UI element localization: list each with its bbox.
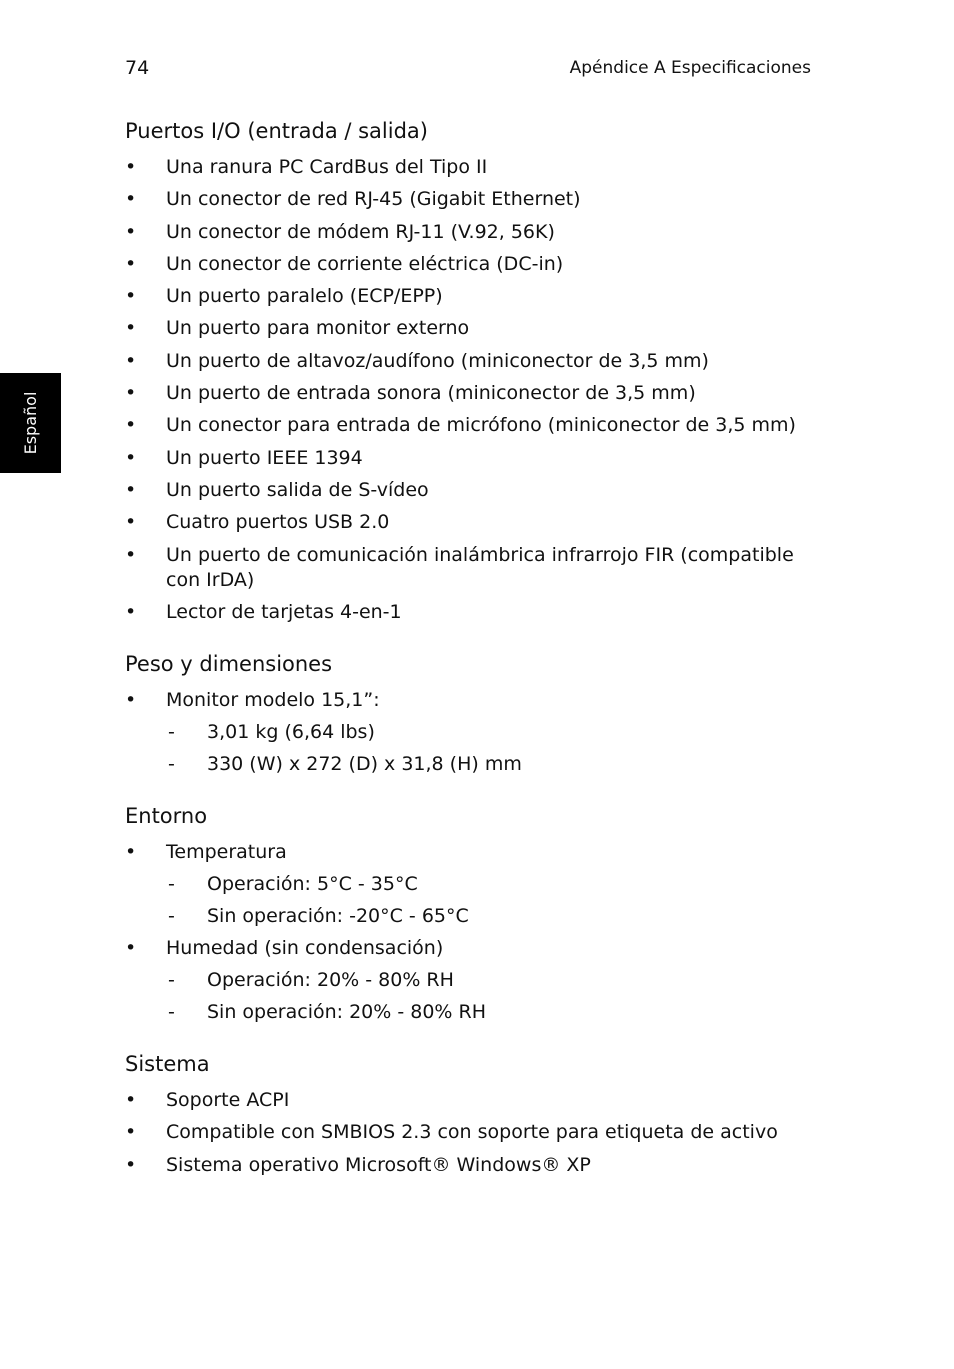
list-item-text: Soporte ACPI [166,1089,290,1112]
sublist-item [166,968,825,993]
dash-icon: - [168,752,175,775]
section-title: Puertos I/O (entrada / salida) [125,119,428,143]
dash-sublist [166,872,825,929]
bullet-icon: • [125,156,137,178]
page-header [125,56,811,82]
dash-icon: - [168,720,175,743]
bullet-icon: • [125,1089,137,1112]
list-item-text: Un conector de módem RJ-11 (V.92, 56K) [166,220,555,243]
section-weight-dimensions [125,650,825,777]
bullet-icon: • [125,414,137,437]
page-number: 74 [125,57,150,79]
list-item-text: Sistema operativo Microsoft® Windows® XP [166,1153,591,1176]
list-item-text: Un puerto de altavoz/audífono (miniconector de 3,5 mm) [166,349,709,372]
list-item [125,1088,825,1113]
section-system [125,1050,825,1178]
list-item [125,600,825,625]
sublist-item [166,904,825,929]
list-item-text: Un puerto IEEE 1394 [166,446,363,469]
bullet-icon: • [125,511,137,534]
list-item [125,1120,825,1145]
list-item [125,316,825,341]
list-item [125,1153,825,1178]
bullet-icon: • [125,446,137,469]
bullet-icon: • [125,840,137,863]
list-item [125,155,825,180]
language-side-tab [0,373,61,473]
running-title: Apéndice A Especificaciones [569,58,811,78]
list-item [125,688,825,777]
bullet-list [125,840,825,1025]
list-item-text: Un conector de corriente eléctrica (DC-in) [166,252,564,275]
bullet-list [125,155,825,625]
sublist-item-text: Operación: 20% - 80% RH [207,969,454,992]
list-item [125,220,825,245]
bullet-icon: • [125,220,137,243]
list-item-text: Monitor modelo 15,1”: [166,688,380,711]
list-item [125,543,825,593]
list-item-text: Compatible con SMBIOS 2.3 con soporte para etiqueta de activo [166,1121,778,1144]
bullet-icon: • [125,317,137,340]
bullet-icon: • [125,1121,137,1144]
sublist-item-text: Sin operación: 20% - 80% RH [207,1001,487,1024]
bullet-icon: • [125,188,137,211]
list-item [125,187,825,212]
bullet-icon: • [125,688,137,711]
list-item [125,284,825,309]
bullet-icon: • [125,1153,137,1176]
bullet-icon: • [125,285,137,308]
bullet-icon: • [125,600,137,623]
list-item-text: Un puerto paralelo (ECP/EPP) [166,285,443,308]
list-item [125,349,825,374]
list-item [125,381,825,406]
dash-icon: - [168,872,175,895]
bullet-icon: • [125,349,137,372]
list-item [125,413,825,438]
side-tab-label: Español [21,391,40,455]
list-item-text: Cuatro puertos USB 2.0 [166,511,390,534]
list-item-text: Humedad (sin condensación) [166,937,444,960]
sublist-item [166,752,825,777]
list-item-text: Un conector de red RJ-45 (Gigabit Ethernet) [166,188,581,211]
list-item [125,478,825,503]
dash-icon: - [168,904,175,927]
bullet-list [125,1088,825,1178]
list-item-text: Un puerto de comunicación inalámbrica infrarrojo FIR (compatible con IrDA) [166,543,794,591]
list-item-text: Un puerto salida de S-vídeo [166,478,429,501]
list-item-text: Lector de tarjetas 4-en-1 [166,600,402,623]
list-item [125,446,825,471]
dash-icon: - [168,1001,175,1024]
bullet-icon: • [125,252,137,275]
sublist-item [166,1000,825,1025]
section-title: Entorno [125,803,208,828]
list-item-text: Un conector para entrada de micrófono (miniconector de 3,5 mm) [166,414,796,437]
list-item [125,510,825,535]
page-content [125,117,825,1178]
bullet-icon: • [125,937,137,960]
sublist-item-text: Operación: 5°C - 35°C [207,872,418,895]
section-environment [125,802,825,1025]
bullet-list [125,688,825,777]
list-item-text: Un puerto de entrada sonora (miniconector de 3,5 mm) [166,382,696,405]
section-title: Peso y dimensiones [125,651,333,676]
bullet-icon: • [125,382,137,405]
sublist-item [166,872,825,897]
list-item-text: Un puerto para monitor externo [166,317,470,340]
sublist-item-text: Sin operación: -20°C - 65°C [207,904,469,927]
list-item-text: Temperatura [166,840,287,863]
list-item-text: Una ranura PC CardBus del Tipo II [166,156,488,178]
bullet-icon: • [125,478,137,501]
section-io-ports [125,117,825,625]
list-item [125,252,825,277]
sublist-item-text: 3,01 kg (6,64 lbs) [207,720,375,743]
list-item [125,840,825,929]
dash-icon: - [168,969,175,992]
section-title: Sistema [125,1052,210,1077]
sublist-item-text: 330 (W) x 272 (D) x 31,8 (H) mm [207,752,522,775]
list-item [125,936,825,1025]
dash-sublist [166,720,825,777]
sublist-item [166,720,825,745]
dash-sublist [166,968,825,1025]
bullet-icon: • [125,543,137,566]
